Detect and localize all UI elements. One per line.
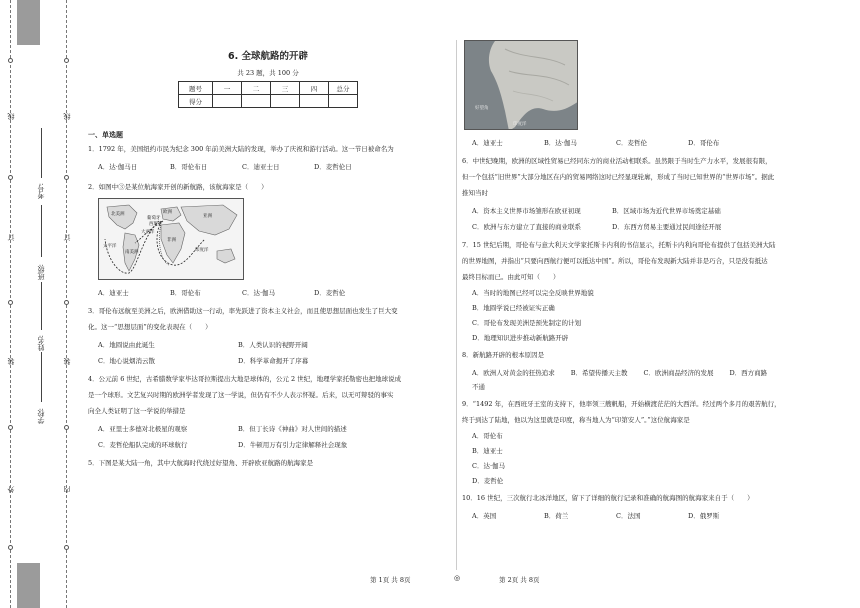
question-6-line-2: 但一个包括“旧世界”大部分地区在内的贸易网络这时已经显现轮廓，形成了当时已知世界的“世界市场”。据此 <box>462 173 775 181</box>
score-input-cell[interactable] <box>242 95 271 108</box>
question-8-option-d-cont: 不通 <box>472 383 485 391</box>
question-8: 8．新航路开辟的根本原因是 <box>462 351 545 359</box>
map-label: 葡萄牙 <box>147 216 161 221</box>
route-map-figure <box>98 198 244 280</box>
question-1: 1．1792 年，美国纽约市民为纪念 300 年前美洲大陆的发现，举办了庆祝和游行活动。这一节日被命名为 <box>88 145 394 153</box>
score-cell: 四 <box>300 82 329 95</box>
outer-label-line: 线 <box>7 113 15 120</box>
option[interactable]: A．迪亚士 <box>472 139 503 147</box>
score-table-score-row <box>179 95 358 108</box>
question-6-line-3: 推知当时 <box>462 189 488 197</box>
option[interactable]: A．达·伽马日 <box>98 163 138 171</box>
binding-hole <box>8 300 13 305</box>
question-10: 10．16 世纪，三次航行北冰洋地区，留下了详细的航行记录和准确的航海图的航海家来自于（ ） <box>462 494 754 502</box>
field-class-label: 班级: <box>37 264 45 281</box>
photo-label: 好望角 <box>475 106 489 111</box>
option[interactable]: D．俄罗斯 <box>688 512 720 520</box>
left-column <box>88 40 448 470</box>
option[interactable]: C．麦哲伦船队完成的环球航行 <box>98 441 188 449</box>
option[interactable]: A．欧洲人对黄金的狂热追求 <box>472 369 555 377</box>
option[interactable]: A．资本主义世界市场雏形在欧亚初现 <box>472 207 581 215</box>
option[interactable]: B．但丁长诗《神曲》对人世间的描述 <box>238 425 347 433</box>
option[interactable]: B．哥伦布日 <box>170 163 208 171</box>
option[interactable]: A．哥伦布 <box>472 432 503 440</box>
option[interactable]: A．迪亚士 <box>98 289 129 297</box>
option[interactable]: C．欧洲与东方建立了直接的商业联系 <box>472 223 581 231</box>
binding-hole <box>8 58 13 63</box>
question-7-options <box>462 286 832 346</box>
binding-hole <box>64 175 69 180</box>
score-table-header-row <box>179 82 358 95</box>
field-class-line[interactable] <box>41 205 42 257</box>
question-3-options <box>88 338 448 370</box>
option[interactable]: D．麦哲伦 <box>472 477 504 485</box>
column-divider <box>456 40 457 570</box>
score-cell: 三 <box>271 82 300 95</box>
page-title: 6. 全球航路的开辟 <box>227 51 309 62</box>
map-label: 西班牙 <box>149 222 163 227</box>
map-label: 亚洲 <box>203 214 212 219</box>
binding-hole <box>64 545 69 550</box>
option[interactable]: D．地理知识进步推动新航路开辟 <box>472 334 569 342</box>
binding-hole <box>8 425 13 430</box>
option[interactable]: C．麦哲伦 <box>616 139 647 147</box>
score-input-cell[interactable] <box>329 95 358 108</box>
inner-label-line: 线 <box>63 113 71 120</box>
footer-center-mark: ◎ <box>454 574 461 582</box>
map-label: 欧洲 <box>163 210 172 215</box>
question-6-options <box>462 204 832 236</box>
option[interactable]: D．科学革命揭开了序幕 <box>238 357 309 365</box>
outer-label-bind: 订 <box>7 234 15 241</box>
map-label: 北美洲 <box>111 212 125 217</box>
option[interactable]: B．哥伦布 <box>170 289 201 297</box>
option[interactable]: B．人类认识的视野开阔 <box>238 341 308 349</box>
score-table <box>178 81 358 108</box>
inner-label-pack: 装 <box>63 358 71 365</box>
binding-margin <box>0 0 80 608</box>
binding-hole <box>64 58 69 63</box>
question-4-line-3: 向全人类证明了这一学说的举措是 <box>88 407 186 415</box>
question-7-line-2: 的世界地图，并指出“只要向西航行便可以抵达中国”。所以，哥伦布发现新大陆并非是巧合，只是没有抵达 <box>462 257 768 265</box>
photo-label: 印度洋 <box>513 122 527 127</box>
page-number-right: 第 2页 共 8页 <box>499 576 540 584</box>
right-column <box>462 40 832 523</box>
option[interactable]: D．哥伦布 <box>688 139 720 147</box>
option[interactable]: A．亚里士多德对北极星的观察 <box>98 425 188 433</box>
question-4-line-2: 是一个球形。文艺复兴时期的欧洲学者发现了这一学说，但仍有不少人表示怀疑。后来，以无可辩驳的事实 <box>88 391 394 399</box>
option[interactable]: D．东西方贸易主要通过民间途径开展 <box>612 223 722 231</box>
question-3-line-2: 化。这一“思想层面”的变化表现在（ ） <box>88 323 212 331</box>
option[interactable]: B．希望传播天主教 <box>570 369 628 377</box>
question-9-line-2: 终于到达了陆地，他以为这里就是印度，称当地人为“印第安人”。”这位航海家是 <box>462 416 690 424</box>
option[interactable]: C．哥伦布发现美洲是预先制定的计划 <box>472 319 581 327</box>
score-input-cell[interactable] <box>271 95 300 108</box>
field-exam-id-line[interactable] <box>41 128 42 178</box>
field-exam-id-label: 考号: <box>37 183 45 200</box>
question-7-line-1: 7．15 世纪后期，哥伦布与意大利天文学家托斯卡内利的书信显示，托斯卡内利向哥伦布提供了包括美洲大陆 <box>462 241 776 249</box>
binding-hole <box>64 300 69 305</box>
option[interactable]: C．法国 <box>616 512 641 520</box>
inner-label-inside: 内 <box>63 486 71 493</box>
option[interactable]: D．牛顿用万有引力定律解释社会现象 <box>238 441 348 449</box>
map-label: 太平洋 <box>103 244 117 249</box>
option[interactable]: A．地圆说由此诞生 <box>98 341 155 349</box>
section-heading: 一、单选题 <box>88 131 123 139</box>
option[interactable]: D．麦哲伦 <box>314 289 346 297</box>
question-7-line-3: 最终目标而已。由此可知（ ） <box>462 273 560 281</box>
option[interactable]: C．达·伽马 <box>242 289 276 297</box>
question-4-options <box>88 422 448 454</box>
option[interactable]: C．地心说烟消云散 <box>98 357 155 365</box>
question-10-options <box>462 509 832 523</box>
field-name-label: 姓名: <box>37 335 45 352</box>
binding-hole <box>8 175 13 180</box>
question-1-options <box>88 160 448 174</box>
option[interactable]: B．区域市场为近代世界市场奠定基础 <box>612 207 721 215</box>
inner-label-bind: 订 <box>63 234 71 241</box>
field-school-label: 学校: <box>37 408 45 425</box>
option[interactable]: A．当时的地图已经可以完全反映世界地貌 <box>472 289 594 297</box>
score-cell: 总分 <box>329 82 358 95</box>
option[interactable]: C．迪亚士日 <box>242 163 280 171</box>
question-8-options <box>462 366 832 380</box>
question-6-line-1: 6．中世纪晚期，欧洲的区域性贸易已经同东方的商业活动相联系。虽然限于当时生产力水平，发展很有限， <box>462 157 772 165</box>
option[interactable]: B．荷兰 <box>544 512 569 520</box>
score-cell: 题号 <box>179 82 213 95</box>
field-school-line[interactable] <box>41 352 42 402</box>
page-subtitle: 共 23 题，共 100 分 <box>237 69 299 77</box>
question-3-line-1: 3．哥伦布远航至美洲之后，欧洲借助这一行动，率先跃进了资本主义社会，而且使思想层面也发生了巨大变 <box>88 307 398 315</box>
option[interactable]: D．西方商路 <box>729 369 768 377</box>
cape-satellite-image <box>465 41 578 130</box>
score-cell: 得分 <box>179 95 213 108</box>
binding-hole <box>8 545 13 550</box>
binding-grey-bottom <box>17 563 40 608</box>
option[interactable]: C．欧洲商品经济的发展 <box>643 369 714 377</box>
map-label: 大西洋 <box>141 230 155 235</box>
question-2: 2．如图中③是某位航海家开创的新航路，该航海家是（ ） <box>88 183 268 191</box>
binding-grey-top <box>17 0 40 45</box>
binding-hole <box>64 425 69 430</box>
field-name-line[interactable] <box>41 282 42 330</box>
option[interactable]: B．达·伽马 <box>544 139 577 147</box>
map-label: 南美洲 <box>125 250 139 255</box>
option[interactable]: B．迪亚士 <box>472 447 503 455</box>
question-5-options <box>462 136 832 150</box>
option[interactable]: B．地圆学说已经被证实正确 <box>472 304 555 312</box>
question-9-options <box>462 429 832 489</box>
question-5: 5．下图是某大陆一角，其中大航海时代绕过好望角、开辟欧亚航路的航海家是 <box>88 459 314 467</box>
map-label: 非洲 <box>167 238 176 243</box>
question-2-options <box>88 286 448 300</box>
outer-label-pack: 装 <box>7 358 15 365</box>
score-input-cell[interactable] <box>213 95 242 108</box>
score-input-cell[interactable] <box>300 95 329 108</box>
option[interactable]: D．麦哲伦日 <box>314 163 352 171</box>
question-9-line-1: 9．“1492 年，在西班牙王室的支持下，他率领三艘帆船，开始横渡茫茫的大西洋。经过两个多月的艰苦航行， <box>462 400 781 408</box>
score-cell: 一 <box>213 82 242 95</box>
page-number-left: 第 1页 共 8页 <box>370 576 411 584</box>
option[interactable]: A．英国 <box>472 512 497 520</box>
option[interactable]: C．达·伽马 <box>472 462 506 470</box>
outer-label-outside: 外 <box>7 486 15 493</box>
score-cell: 二 <box>242 82 271 95</box>
question-4-line-1: 4．公元前 6 世纪，古希腊数学家毕达哥拉斯提出大地是球体的，公元 2 世纪，地理学家托勒密也把地球说成 <box>88 375 402 383</box>
map-label: 印度洋 <box>195 248 209 253</box>
cape-photo-figure <box>464 40 578 130</box>
